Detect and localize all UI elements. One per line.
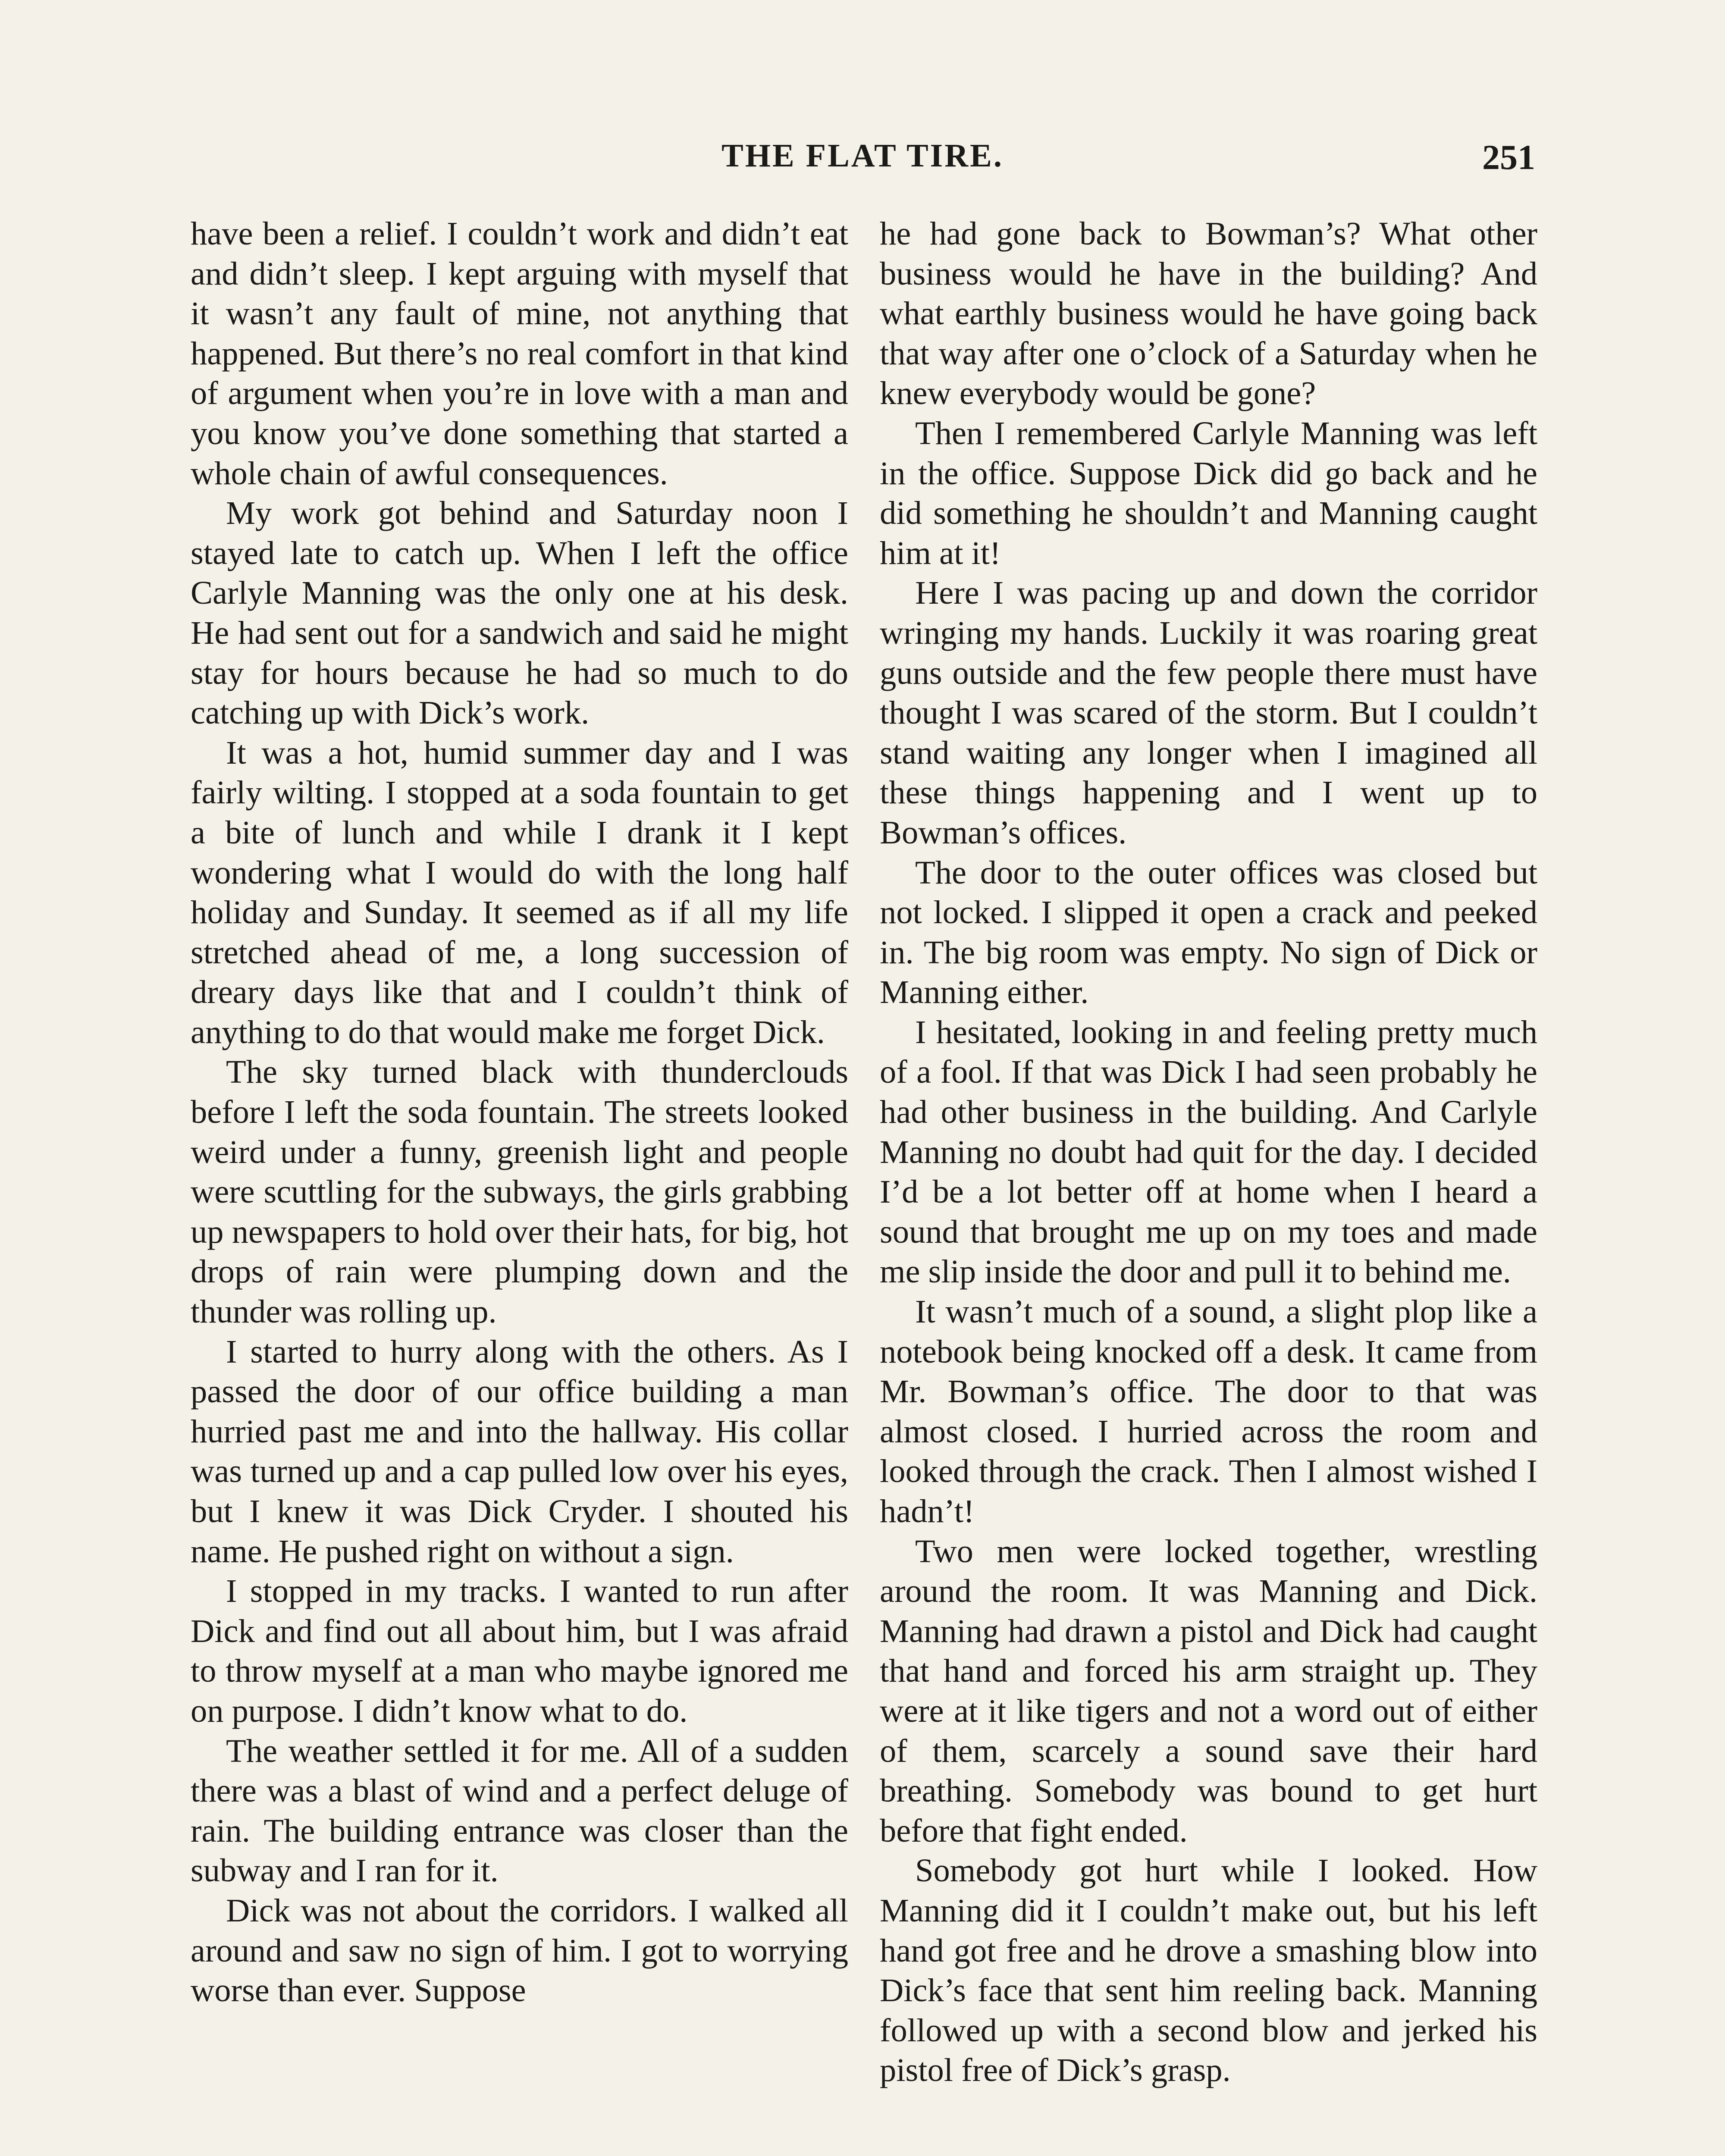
paragraph: he had gone back to Bowman’s? What other business would he have in the building? And what earthly business would he have going back that way after one o’clock of a Saturday when he knew everybody would be gone?: [880, 215, 1537, 412]
page-header: [190, 137, 1535, 185]
paragraph: Somebody got hurt while I looked. How Manning did it I couldn’t make out, but his left hand got free and he drove a smashing blow into Dick’s face that sent him reeling back. Manning followed up with a second blow and jerked his pistol free of Dick’s grasp.: [880, 1852, 1537, 2089]
right-column: [880, 214, 1537, 2090]
paragraph: Then I remembered Carlyle Manning was left in the office. Suppose Dick did go back and he did something he shouldn’t and Manning caught him at it!: [880, 414, 1537, 571]
paragraph: have been a relief. I couldn’t work and didn’t eat and didn’t sleep. I kept arguing with myself that it wasn’t any fault of mine, not anything that happened. But there’s no real comfort in that kind of argument when you’re in love with a man and you know you’ve done something that started a whole chain of awful consequences.: [191, 215, 848, 492]
running-title: THE FLAT TIRE.: [721, 138, 1004, 174]
text-columns: [191, 214, 1537, 2156]
paragraph: Here I was pacing up and down the corridor wringing my hands. Luckily it was roaring great guns outside and the few people there must have thought I was scared of the storm. But I couldn’t stand waiting any longer when I imagined all these things happening and I went up to Bowman’s offices.: [880, 574, 1537, 851]
paragraph: It wasn’t much of a sound, a slight plop like a notebook being knocked off a desk. It came from Mr. Bowman’s office. The door to that was almost closed. I hurried across the room and looked through the crack. Then I almost wished I hadn’t!: [880, 1293, 1537, 1529]
left-column: [191, 214, 848, 2011]
paragraph: My work got behind and Saturday noon I stayed late to catch up. When I left the office Carlyle Manning was the only one at his desk. He had sent out for a sandwich and said he might stay for hours because he had so much to do catching up with Dick’s work.: [191, 495, 848, 731]
page-number: 251: [1482, 138, 1535, 177]
paragraph: I hesitated, looking in and feeling pretty much of a fool. If that was Dick I had seen probably he had other business in the building. And Carlyle Manning no doubt had quit for the day. I decided I’d be a lot better off at home when I heard a sound that brought me up on my toes and made me slip inside the door and pull it to behind me.: [880, 1013, 1537, 1290]
paragraph: It was a hot, humid summer day and I was fairly wilting. I stopped at a soda fountain to get a bite of lunch and while I drank it I kept wondering what I would do with the long half holiday and Sunday. It seemed as if all my life stretched ahead of me, a long succession of dreary days like that and I couldn’t think of anything to do that would make me forget Dick.: [191, 734, 848, 1050]
paragraph: Dick was not about the corridors. I walked all around and saw no sign of him. I got to worrying worse than ever. Suppose: [191, 1892, 848, 2009]
paragraph: Two men were locked together, wrestling around the room. It was Manning and Dick. Manning had drawn a pistol and Dick had caught that hand and forced his arm straight up. They were at it like tigers and not a word out of either of them, scarcely a sound save their hard breathing. Somebody was bound to get hurt before that fight ended.: [880, 1532, 1537, 1849]
paragraph: The door to the outer offices was closed but not locked. I slipped it open a crack and peeked in. The big room was empty. No sign of Dick or Manning either.: [880, 854, 1537, 1011]
paragraph: I started to hurry along with the others. As I passed the door of our office building a man hurried past me and into the hallway. His collar was turned up and a cap pulled low over his eyes, but I knew it was Dick Cryder. I shouted his name. He pushed right on without a sign.: [191, 1333, 848, 1570]
paragraph: The sky turned black with thunderclouds before I left the soda fountain. The streets looked weird under a funny, greenish light and people were scuttling for the subways, the girls grabbing up newspapers to hold over their hats, for big, hot drops of rain were plumping down and the thunder was rolling up.: [191, 1053, 848, 1330]
paragraph: The weather settled it for me. All of a sudden there was a blast of wind and a perfect deluge of rain. The building entrance was closer than the subway and I ran for it.: [191, 1732, 848, 1889]
paragraph: I stopped in my tracks. I wanted to run after Dick and find out all about him, but I was afraid to throw myself at a man who maybe ignored me on purpose. I didn’t know what to do.: [191, 1573, 848, 1729]
